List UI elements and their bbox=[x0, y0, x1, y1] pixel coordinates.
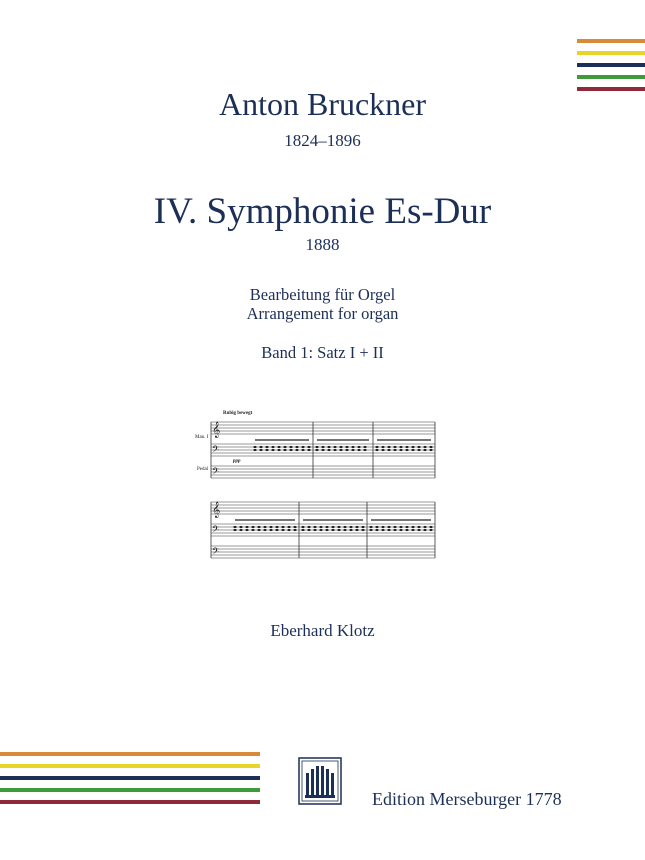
note-head bbox=[283, 449, 286, 451]
note-head bbox=[361, 526, 364, 528]
note-head bbox=[369, 526, 372, 528]
note-head bbox=[319, 529, 322, 531]
decorative-stripes-top-right bbox=[577, 39, 645, 91]
note-head bbox=[325, 526, 328, 528]
stripe bbox=[0, 752, 260, 756]
note-head bbox=[331, 529, 334, 531]
note-head bbox=[245, 529, 248, 531]
note-head bbox=[283, 446, 286, 448]
note-head bbox=[275, 526, 278, 528]
note-head bbox=[411, 529, 414, 531]
svg-text:𝄢: 𝄢 bbox=[212, 466, 220, 479]
note-head bbox=[245, 526, 248, 528]
note-head bbox=[331, 526, 334, 528]
note-head bbox=[257, 529, 260, 531]
note-head bbox=[387, 446, 390, 448]
note-head bbox=[295, 446, 298, 448]
note-head bbox=[399, 449, 402, 451]
svg-text:𝄢: 𝄢 bbox=[212, 444, 220, 457]
note-head bbox=[301, 529, 304, 531]
note-head bbox=[327, 446, 330, 448]
staff-lines bbox=[211, 422, 435, 558]
work-title: IV. Symphonie Es-Dur bbox=[153, 191, 492, 232]
note-head bbox=[281, 529, 284, 531]
note-head bbox=[429, 449, 432, 451]
note-head bbox=[307, 449, 310, 451]
note-head bbox=[345, 446, 348, 448]
note-head bbox=[411, 449, 414, 451]
note-head bbox=[327, 449, 330, 451]
svg-text:Man. I: Man. I bbox=[195, 435, 209, 440]
note-head bbox=[301, 449, 304, 451]
note-head bbox=[301, 446, 304, 448]
note-head bbox=[313, 529, 316, 531]
note-head bbox=[393, 449, 396, 451]
note-head bbox=[387, 449, 390, 451]
note-head bbox=[393, 526, 396, 528]
note-head bbox=[381, 446, 384, 448]
note-head bbox=[265, 449, 268, 451]
note-head bbox=[281, 526, 284, 528]
stripe bbox=[577, 87, 645, 91]
note-head bbox=[333, 446, 336, 448]
composer-name: Anton Bruckner bbox=[218, 86, 427, 122]
note-head bbox=[423, 446, 426, 448]
note-head bbox=[417, 529, 420, 531]
note-head bbox=[411, 446, 414, 448]
note-head bbox=[315, 446, 318, 448]
note-head bbox=[233, 529, 236, 531]
note-head bbox=[429, 446, 432, 448]
note-head bbox=[361, 529, 364, 531]
arrangement-german: Bearbeitung für Orgel bbox=[249, 285, 396, 304]
note-head bbox=[339, 446, 342, 448]
svg-text:𝄢: 𝄢 bbox=[212, 524, 220, 537]
note-head bbox=[265, 446, 268, 448]
note-head bbox=[423, 529, 426, 531]
note-head bbox=[287, 529, 290, 531]
svg-text:𝄞: 𝄞 bbox=[212, 502, 221, 518]
note-head bbox=[239, 526, 242, 528]
note-head bbox=[343, 526, 346, 528]
note-head bbox=[319, 526, 322, 528]
note-head bbox=[381, 449, 384, 451]
organ-logo-icon bbox=[298, 757, 342, 805]
note-head bbox=[423, 526, 426, 528]
note-head bbox=[417, 449, 420, 451]
note-head bbox=[337, 526, 340, 528]
note-head bbox=[355, 529, 358, 531]
note-head bbox=[277, 446, 280, 448]
publisher-label: Edition Merseburger 1778 bbox=[372, 789, 562, 809]
note-head bbox=[399, 446, 402, 448]
note-head bbox=[349, 529, 352, 531]
note-head bbox=[295, 449, 298, 451]
stripe bbox=[0, 788, 260, 792]
note-head bbox=[321, 446, 324, 448]
note-head bbox=[301, 526, 304, 528]
note-head bbox=[339, 449, 342, 451]
note-head bbox=[251, 526, 254, 528]
note-head bbox=[259, 449, 262, 451]
stripe bbox=[577, 75, 645, 79]
stripe bbox=[577, 39, 645, 43]
note-head bbox=[275, 529, 278, 531]
note-head bbox=[411, 526, 414, 528]
note-head bbox=[429, 529, 432, 531]
note-head bbox=[375, 529, 378, 531]
note-head bbox=[399, 529, 402, 531]
note-head bbox=[277, 449, 280, 451]
note-head bbox=[405, 446, 408, 448]
note-head bbox=[387, 529, 390, 531]
note-head bbox=[375, 526, 378, 528]
note-head bbox=[355, 526, 358, 528]
note-head bbox=[429, 526, 432, 528]
note-head bbox=[363, 446, 366, 448]
note-head bbox=[405, 449, 408, 451]
note-head bbox=[375, 449, 378, 451]
note-head bbox=[343, 529, 346, 531]
note-head bbox=[363, 449, 366, 451]
stripe bbox=[0, 764, 260, 768]
note-head bbox=[259, 446, 262, 448]
note-head bbox=[253, 446, 256, 448]
note-head bbox=[381, 529, 384, 531]
note-head bbox=[293, 529, 296, 531]
svg-text:𝄢: 𝄢 bbox=[212, 546, 220, 559]
note-head bbox=[405, 529, 408, 531]
note-head bbox=[307, 526, 310, 528]
stripe bbox=[577, 63, 645, 67]
note-head bbox=[307, 446, 310, 448]
note-head bbox=[263, 526, 266, 528]
decorative-stripes-bottom-left bbox=[0, 752, 260, 804]
svg-text:Pedal: Pedal bbox=[197, 467, 209, 472]
work-year: 1888 bbox=[305, 235, 340, 254]
note-head bbox=[357, 446, 360, 448]
note-head bbox=[263, 529, 266, 531]
note-head bbox=[423, 449, 426, 451]
note-head bbox=[337, 529, 340, 531]
note-head bbox=[269, 529, 272, 531]
arrangement-english: Arrangement for organ bbox=[246, 304, 399, 323]
note-head bbox=[381, 526, 384, 528]
arranger-name: Eberhard Klotz bbox=[270, 621, 375, 640]
svg-text:𝄞: 𝄞 bbox=[212, 422, 221, 438]
note-head bbox=[417, 526, 420, 528]
note-head bbox=[289, 446, 292, 448]
note-head bbox=[253, 449, 256, 451]
note-head bbox=[313, 526, 316, 528]
note-head bbox=[351, 446, 354, 448]
note-head bbox=[233, 526, 236, 528]
note-head bbox=[405, 526, 408, 528]
stripe bbox=[577, 51, 645, 55]
note-head bbox=[345, 449, 348, 451]
svg-text:ppp: ppp bbox=[233, 459, 241, 464]
note-head bbox=[287, 526, 290, 528]
note-head bbox=[269, 526, 272, 528]
note-head bbox=[393, 529, 396, 531]
note-head bbox=[369, 529, 372, 531]
note-head bbox=[417, 446, 420, 448]
note-head bbox=[257, 526, 260, 528]
note-head bbox=[387, 526, 390, 528]
note-head bbox=[307, 529, 310, 531]
note-head bbox=[399, 526, 402, 528]
note-head bbox=[293, 526, 296, 528]
note-head bbox=[393, 446, 396, 448]
note-head bbox=[271, 449, 274, 451]
note-head bbox=[375, 446, 378, 448]
note-head bbox=[321, 449, 324, 451]
note-head bbox=[251, 529, 254, 531]
note-head bbox=[349, 526, 352, 528]
note-head bbox=[357, 449, 360, 451]
note-head bbox=[289, 449, 292, 451]
stripe bbox=[0, 800, 260, 804]
note-head bbox=[271, 446, 274, 448]
note-head bbox=[351, 449, 354, 451]
svg-text:Rubig bewegt: Rubig bewegt bbox=[223, 411, 253, 416]
stripe bbox=[0, 776, 260, 780]
note-head bbox=[239, 529, 242, 531]
composer-lifespan: 1824–1896 bbox=[284, 131, 361, 150]
score-excerpt-image bbox=[195, 400, 440, 570]
volume-label: Band 1: Satz I + II bbox=[261, 343, 384, 362]
note-head bbox=[315, 449, 318, 451]
note-head bbox=[333, 449, 336, 451]
note-head bbox=[325, 529, 328, 531]
